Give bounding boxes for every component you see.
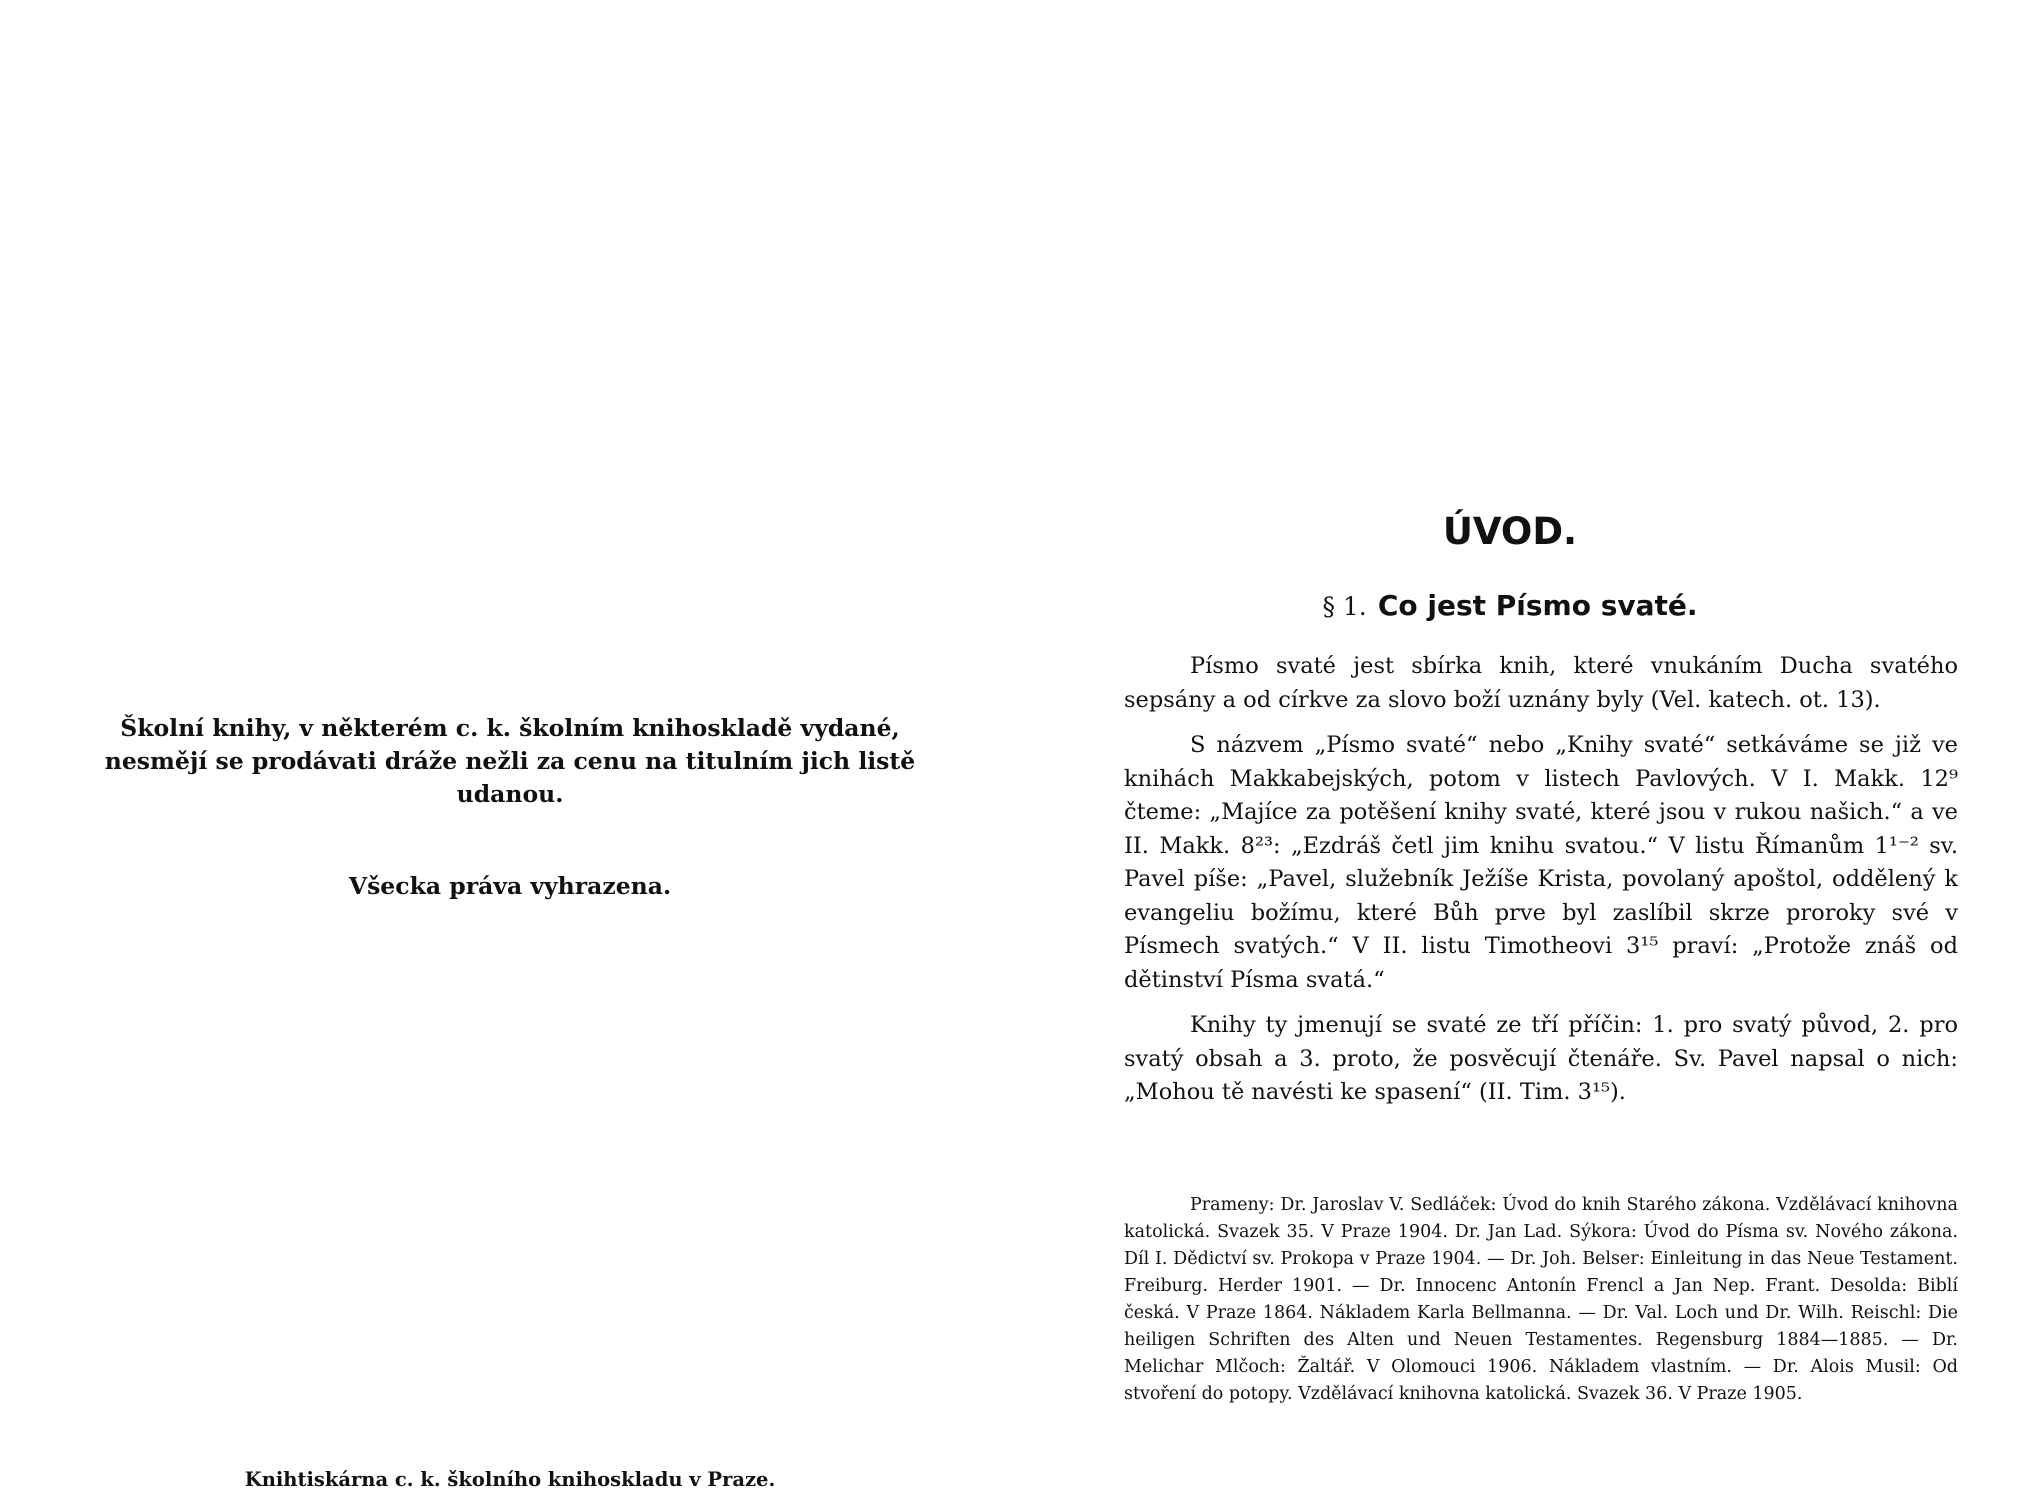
footnote-text: Prameny: Dr. Jaroslav V. Sedláček: Úvod do knih Starého zákona. Vzdělávací knihovna katolická. Svazek 35. V Praze 1904. Dr. Jan Lad. Sýkora: Úvod do Písma sv. Nového zákona. Díl I. Dědictví sv. Prokopa v Praze 1904. — Dr. Joh. Belser: Einleitung in das Neue Testament. Freiburg. Herder 1901. — Dr. Innocenc Antonín Frencl a Jan Nep. Frant. Desolda: Biblí česká. V Praze 1864. Nákladem Karla Bellmanna. — Dr. Val. Loch und Dr. Wilh. Reischl: Die heiligen Schriften des Alten und Neuen Testamentes. Regensburg 1884—1885. — Dr. Melichar Mlčoch: Žaltář. V Olomouci 1906. Nákladem vlastním. — Dr. Alois Musil: Od stvoření do potopy. Vzdělávací knihovna katolická. Svazek 36. V Praze 1905.	[1124, 1195, 1958, 1404]
paragraph: S názvem „Písmo svaté“ nebo „Knihy svaté“ setkáváme se již ve knihách Makkabejských, potom v listech Pavlových. V I. Makk. 12⁹ čteme: „Majíce za potěšení knihy svaté, které jsou v rukou našich.“ a ve II. Makk. 8²³: „Ezdráš četl jim knihu svatou.“ V listu Římanům 1¹⁻² sv. Pavel píše: „Pavel, služebník Ježíše Krista, povolaný apoštol, oddělený k evangeliu božímu, které Bůh prve byl zaslíbil skrze proroky své v Písmech svatých.“ V II. listu Timotheovi 3¹⁵ praví: „Protože znáš od dětinství Písma svatá.“	[1124, 732, 1958, 993]
paragraph: Písmo svaté jest sbírka knih, které vnukáním Ducha svatého sepsány a od církve za slovo boží uznány byly (Vel. katech. ot. 13).	[1124, 653, 1958, 713]
section-name: Co jest Písmo svaté.	[1377, 589, 1698, 622]
price-notice: Školní knihy, v některém c. k. školním knihoskladě vydané, nesmějí se prodávati dráže nežli za cenu na titulním jich listě udanou.	[104, 714, 916, 808]
right-page	[1010, 0, 2020, 1500]
section-title	[1010, 589, 2010, 622]
body-text	[1124, 650, 1958, 1122]
printer-imprint: Knihtiskárna c. k. školního knihoskladu v Praze.	[244, 1468, 776, 1491]
chapter-heading: ÚVOD.	[1442, 510, 1578, 553]
section-number: § 1.	[1322, 592, 1367, 621]
sources-footnote	[1124, 1192, 1958, 1408]
paragraph: Knihy ty jmenují se svaté ze tří příčin: 1. pro svatý původ, 2. pro svatý obsah a 3. proto, že posvěcují čtenáře. Sv. Pavel napsal o nich: „Mohou tě navésti ke spasení“ (II. Tim. 3¹⁵).	[1124, 1012, 1958, 1105]
rights-reserved: Všecka práva vyhrazena.	[348, 872, 672, 900]
